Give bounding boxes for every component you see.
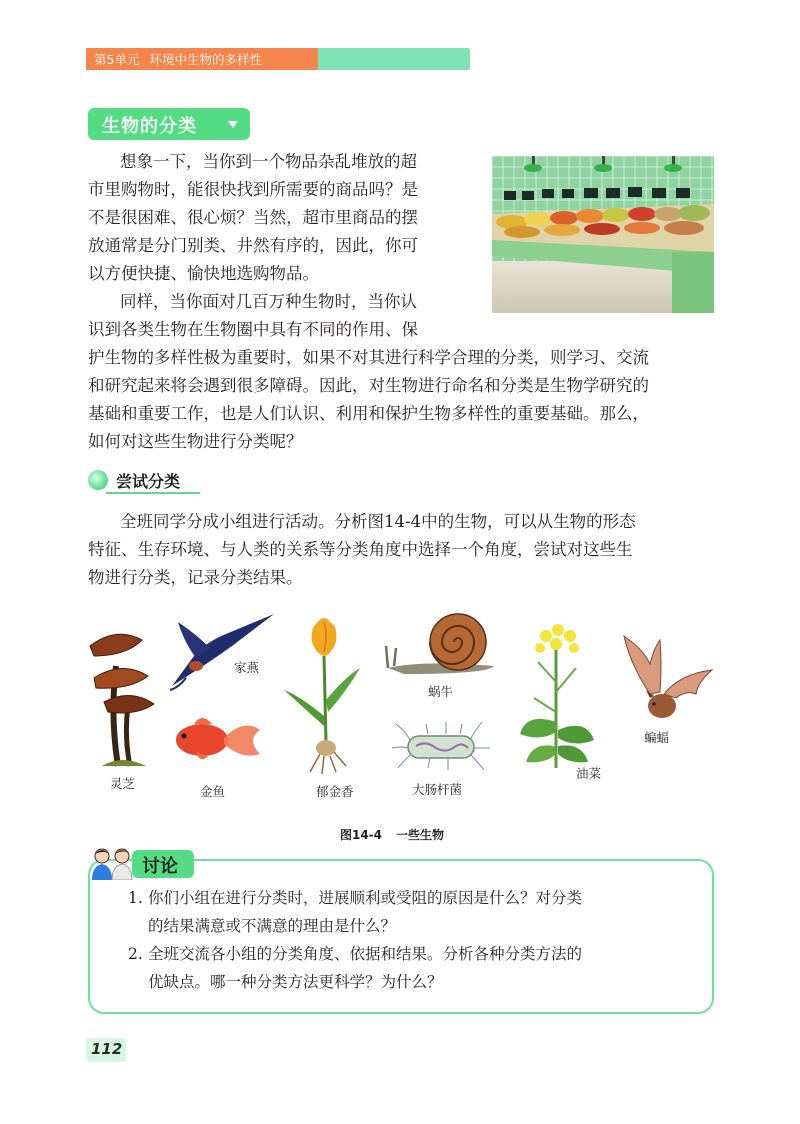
intro-line-5: 以方便快捷、愉快地选购物品。 <box>88 264 319 283</box>
header-text <box>94 50 262 68</box>
intro-line-6: 同样，当你面对几百万种生物时，当你认 <box>120 292 417 311</box>
question-1-line-1 <box>128 884 582 912</box>
figure-caption <box>340 826 444 843</box>
bat-label: 蝙蝠 <box>644 730 670 745</box>
running-header <box>86 48 470 70</box>
bullet-ball-icon <box>88 470 108 490</box>
discussion-title: 讨论 <box>142 856 178 877</box>
caption-number: 图14-4 <box>340 828 383 842</box>
intro-line-9: 和研究起来将会遇到很多障碍。因此，对生物进行命名和分类是生物学研究的 <box>88 376 649 395</box>
lingzhi-label: 灵芝 <box>110 776 136 791</box>
intro-line-3: 不是很困难、很心烦？当然，超市里商品的摆 <box>88 208 418 227</box>
intro-line-4: 放通常是分门别类、井然有序的，因此，你可 <box>88 236 418 255</box>
swallow-illustration <box>166 612 276 696</box>
section-title-label: 生物的分类 <box>102 116 197 137</box>
intro-line-10: 基础和重要工作，也是人们认识、利用和保护生物多样性的重要基础。那么， <box>88 404 649 423</box>
swallow-label: 家燕 <box>234 660 260 675</box>
activity-line-3: 物进行分类，记录分类结果。 <box>88 568 303 587</box>
snail-label: 蜗牛 <box>428 684 454 699</box>
tulip-illustration <box>280 616 370 780</box>
discussion-header <box>88 846 198 880</box>
supermarket-photo <box>492 156 714 313</box>
activity-line-1: 全班同学分成小组进行活动。分析图14-4中的生物，可以从生物的形态 <box>120 512 636 531</box>
page-number-badge <box>86 1038 126 1062</box>
activity-title: 尝试分类 <box>116 472 181 491</box>
goldfish-illustration <box>172 712 262 772</box>
tulip-label: 郁金香 <box>316 784 354 799</box>
caption-text: 一些生物 <box>396 828 445 842</box>
activity-line-2: 特征、生存环境、与人类的关系等分类角度中选择一个角度，尝试对这些生 <box>88 540 633 559</box>
question-1-text-1: 你们小组在进行分类时，进展顺利或受阻的原因是什么？对分类 <box>148 889 583 907</box>
ecoli-label: 大肠杆菌 <box>412 782 463 797</box>
intro-line-2: 市里购物时，能很快找到所需要的商品吗？是 <box>88 180 418 199</box>
section-title <box>88 108 250 140</box>
question-2-line-2: 优缺点。哪一种分类方法更科学？为什么？ <box>148 973 443 991</box>
discussion-title-pill <box>132 850 194 878</box>
question-2-number: 2. <box>128 945 143 963</box>
question-1-line-2: 的结果满意或不满意的理由是什么？ <box>148 917 397 935</box>
intro-line-8: 护生物的多样性极为重要时，如果不对其进行科学合理的分类，则学习、交流 <box>88 348 649 367</box>
rape-label: 油菜 <box>576 766 602 781</box>
lingzhi-illustration <box>86 626 156 780</box>
rape-plant-illustration <box>516 622 596 776</box>
header-green-band <box>318 48 470 70</box>
organisms-figure <box>80 612 720 808</box>
ecoli-illustration <box>386 718 496 778</box>
page-number: 112 <box>91 1040 123 1058</box>
goldfish-label: 金鱼 <box>200 784 226 799</box>
snail-illustration <box>384 612 500 680</box>
question-2-line-1 <box>128 940 582 968</box>
intro-line-11: 如何对这些生物进行分类呢？ <box>88 432 303 451</box>
bat-illustration <box>620 634 716 728</box>
intro-line-7: 识到各类生物在生物圈中具有不同的作用、保 <box>88 320 418 339</box>
students-icon <box>88 846 138 880</box>
activity-heading <box>88 468 200 494</box>
triangle-down-icon <box>228 121 238 128</box>
intro-line-1: 想象一下，当你到一个物品杂乱堆放的超 <box>120 152 417 171</box>
question-2-text-1: 全班交流各小组的分类角度、依据和结果。分析各种分类方法的 <box>148 945 583 963</box>
question-1-number: 1. <box>128 889 143 907</box>
unit-number: 第5单元 <box>94 52 140 67</box>
activity-underline <box>106 492 200 494</box>
unit-title: 环境中生物的多样性 <box>149 52 262 67</box>
